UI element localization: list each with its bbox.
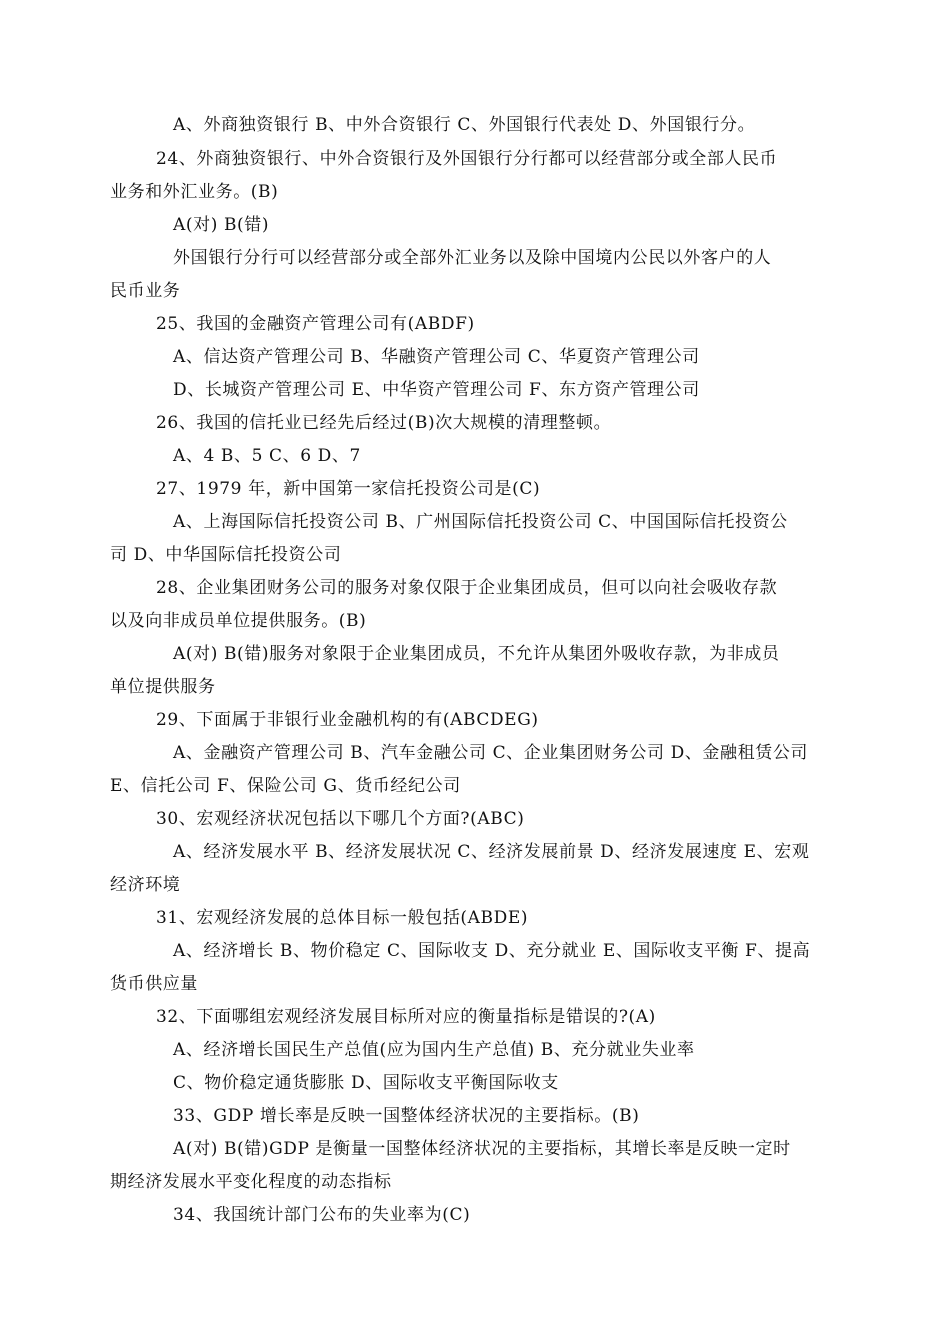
answer-options-line: A(对) B(错) <box>173 215 270 235</box>
answer-options-line: D、长城资产管理公司 E、中华资产管理公司 F、东方资产管理公司 <box>173 380 700 400</box>
question-25-line: 25、我国的金融资产管理公司有(ABDF) <box>156 314 475 334</box>
question-34-line: 34、我国统计部门公布的失业率为(C) <box>173 1205 471 1225</box>
text-line: 民币业务 <box>110 281 181 301</box>
answer-options-line: A、经济发展水平 B、经济发展状况 C、经济发展前景 D、经济发展速度 E、宏观 <box>173 842 810 862</box>
text-line: 单位提供服务 <box>110 677 216 697</box>
answer-options-line: A(对) B(错)服务对象限于企业集团成员，不允许从集团外吸收存款，为非成员 <box>173 644 780 664</box>
answer-options-line: A、上海国际信托投资公司 B、广州国际信托投资公司 C、中国国际信托投资公 <box>173 512 788 532</box>
question-24-line: 24、外商独资银行、中外合资银行及外国银行分行都可以经营部分或全部人民币 <box>156 149 778 169</box>
question-31-line: 31、宏观经济发展的总体目标一般包括(ABDE) <box>156 908 529 928</box>
text-line: 期经济发展水平变化程度的动态指标 <box>110 1172 392 1192</box>
question-33-line: 33、GDP 增长率是反映一国整体经济状况的主要指标。(B) <box>173 1106 640 1126</box>
question-28-line: 28、企业集团财务公司的服务对象仅限于企业集团成员，但可以向社会吸收存款 <box>156 578 778 598</box>
explanation-line: 外国银行分行可以经营部分或全部外汇业务以及除中国境内公民以外客户的人 <box>173 248 772 268</box>
answer-options-line: A(对) B(错)GDP 是衡量一国整体经济状况的主要指标，其增长率是反映一定时 <box>173 1139 791 1159</box>
question-29-line: 29、下面属于非银行业金融机构的有(ABCDEG) <box>156 710 539 730</box>
text-line: E、信托公司 F、保险公司 G、货币经纪公司 <box>110 776 461 796</box>
question-30-line: 30、宏观经济状况包括以下哪几个方面?(ABC) <box>156 809 525 829</box>
text-line: 货币供应量 <box>110 974 198 994</box>
answer-options-line: C、物价稳定通货膨胀 D、国际收支平衡国际收支 <box>173 1073 559 1093</box>
answer-options-line: A、金融资产管理公司 B、汽车金融公司 C、企业集团财务公司 D、金融租赁公司 <box>173 743 809 763</box>
answer-options-line: A、信达资产管理公司 B、华融资产管理公司 C、华夏资产管理公司 <box>173 347 700 367</box>
text-line: 以及向非成员单位提供服务。(B) <box>110 611 367 631</box>
question-27-line: 27、1979 年，新中国第一家信托投资公司是(C) <box>156 479 541 499</box>
answer-options-line: A、4 B、5 C、6 D、7 <box>173 446 361 466</box>
text-line: 经济环境 <box>110 875 181 895</box>
text-line: 业务和外汇业务。(B) <box>110 182 279 202</box>
answer-options-line: A、经济增长国民生产总值(应为国内生产总值) B、充分就业失业率 <box>173 1040 695 1060</box>
answer-options-line: A、经济增长 B、物价稳定 C、国际收支 D、充分就业 E、国际收支平衡 F、提高 <box>173 941 811 961</box>
text-line: 司 D、中华国际信托投资公司 <box>110 545 342 565</box>
text-line: A、外商独资银行 B、中外合资银行 C、外国银行代表处 D、外国银行分。 <box>173 115 756 135</box>
question-26-line: 26、我国的信托业已经先后经过(B)次大规模的清理整顿。 <box>156 413 612 433</box>
question-32-line: 32、下面哪组宏观经济发展目标所对应的衡量指标是错误的?(A) <box>156 1007 656 1027</box>
